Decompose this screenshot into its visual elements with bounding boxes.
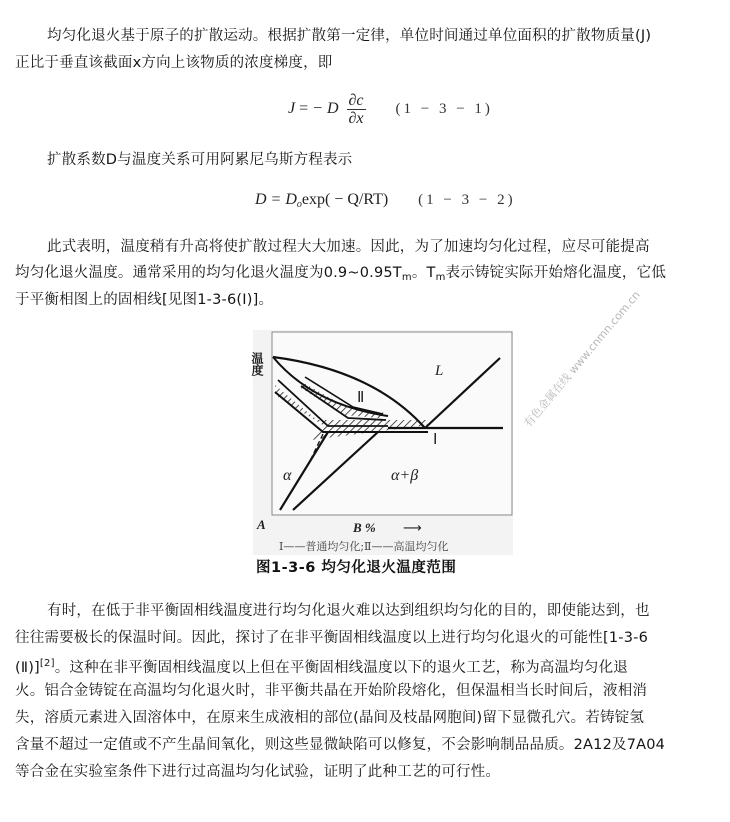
p4-line3-b: 。这种在非平衡固相线温度以上但在平衡固相线温度以下的退火工艺，称为高温均匀化退 xyxy=(54,660,628,676)
paragraph-4-line-1: 有时，在低于非平衡固相线温度进行均匀化退火难以达到组织均匀化的目的，即使能达到，也 xyxy=(47,603,650,619)
region-alpha-label: α xyxy=(283,467,292,484)
eq1-number: (1 − 3 − 1) xyxy=(395,101,493,118)
eq2-number: (1 − 3 − 2) xyxy=(418,192,516,208)
paragraph-1-line-2: 正比于垂直该截面x方向上该物质的浓度梯度，即 xyxy=(15,55,333,71)
paragraph-4-line-4: 火。铝合金铸锭在高温均匀化退火时，非平衡共晶在开始阶段熔化，但保温相当长时间后，液相消 xyxy=(15,683,648,699)
eq1-fraction xyxy=(347,92,366,127)
paragraph-2-line-1: 扩散系数D与温度关系可用阿累尼乌斯方程表示 xyxy=(47,152,353,168)
origin-label: A xyxy=(257,517,266,532)
p3-line2-sub1: m xyxy=(401,272,412,283)
phase-diagram-figure xyxy=(250,330,513,555)
paragraph-4-line-6: 含量不超过一定值或不产生晶间氧化，则这些显微缺陷可以修复，不会影响制品品质。2A12及7A04 xyxy=(15,737,666,753)
paragraph-1-line-1: 均匀化退火基于原子的扩散运动。根据扩散第一定律，单位时间通过单位面积的扩散物质量(J) xyxy=(47,28,652,44)
p4-line3-a: (Ⅱ)] xyxy=(15,660,40,676)
eq1-lhs: J xyxy=(288,100,296,118)
x-axis-label: B % xyxy=(353,520,376,535)
p3-line2-c: 表示铸锭实际开始熔化温度，它低 xyxy=(445,265,667,281)
eq1-equals: = xyxy=(299,100,309,118)
p3-line2-sub2: m xyxy=(435,272,446,283)
paragraph-4-line-3 xyxy=(15,654,628,678)
y-axis-label: 温度 xyxy=(250,352,264,376)
figure-caption: 图1-3-6 均匀化退火温度范围 xyxy=(256,560,457,576)
region-alpha-beta-label: α+β xyxy=(391,467,419,484)
eq2-subscript: o xyxy=(296,199,302,210)
eq1-minus-d: − D xyxy=(312,100,339,118)
paragraph-3-line-2 xyxy=(15,263,666,288)
watermark: 有色金属在线 www.cnmn.com.cn xyxy=(521,288,643,430)
paragraph-4-line-5: 失，溶质元素进入固溶体中，在原来生成液相的部位(晶间及枝晶网胞间)留下显微孔穴。若铸锭氢 xyxy=(15,710,645,726)
p3-line2-a: 均匀化退火温度。通常采用的均匀化退火温度为0.9~0.95T xyxy=(15,265,402,281)
equation-1 xyxy=(288,92,493,127)
paragraph-4-line-7: 等合金在实验室条件下进行过高温均匀化试验，证明了此种工艺的可行性。 xyxy=(15,764,501,780)
eq2-rhs: exp( − Q/RT) xyxy=(301,191,389,208)
equation-2 xyxy=(255,191,516,210)
citation-2-link[interactable]: [2] xyxy=(39,658,55,669)
paragraph-3-line-1: 此式表明，温度稍有升高将使扩散过程大大加速。因此，为了加速均匀化过程，应尽可能提高 xyxy=(47,239,650,255)
region-l-label: L xyxy=(435,363,444,379)
paragraph-4-line-2: 往往需要极长的保温时间。因此，探讨了在非平衡固相线温度以上进行均匀化退火的可能性[1-3-6 xyxy=(15,630,648,646)
region-i-label: Ⅰ xyxy=(433,432,438,448)
eq1-numerator: ∂c xyxy=(348,92,364,109)
eq1-denominator: ∂x xyxy=(348,110,364,127)
x-axis-arrow-icon: ⟶ xyxy=(403,521,422,536)
paragraph-3-line-3: 于平衡相图上的固相线[见图1-3-6(Ⅰ)]。 xyxy=(15,292,274,308)
eq2-lhs: D = D xyxy=(255,191,297,208)
region-ii-label: Ⅱ xyxy=(357,390,365,406)
p3-line2-b: 。T xyxy=(411,265,436,281)
figure-legend: Ⅰ——普通均匀化;Ⅱ——高温均匀化 xyxy=(279,540,449,553)
